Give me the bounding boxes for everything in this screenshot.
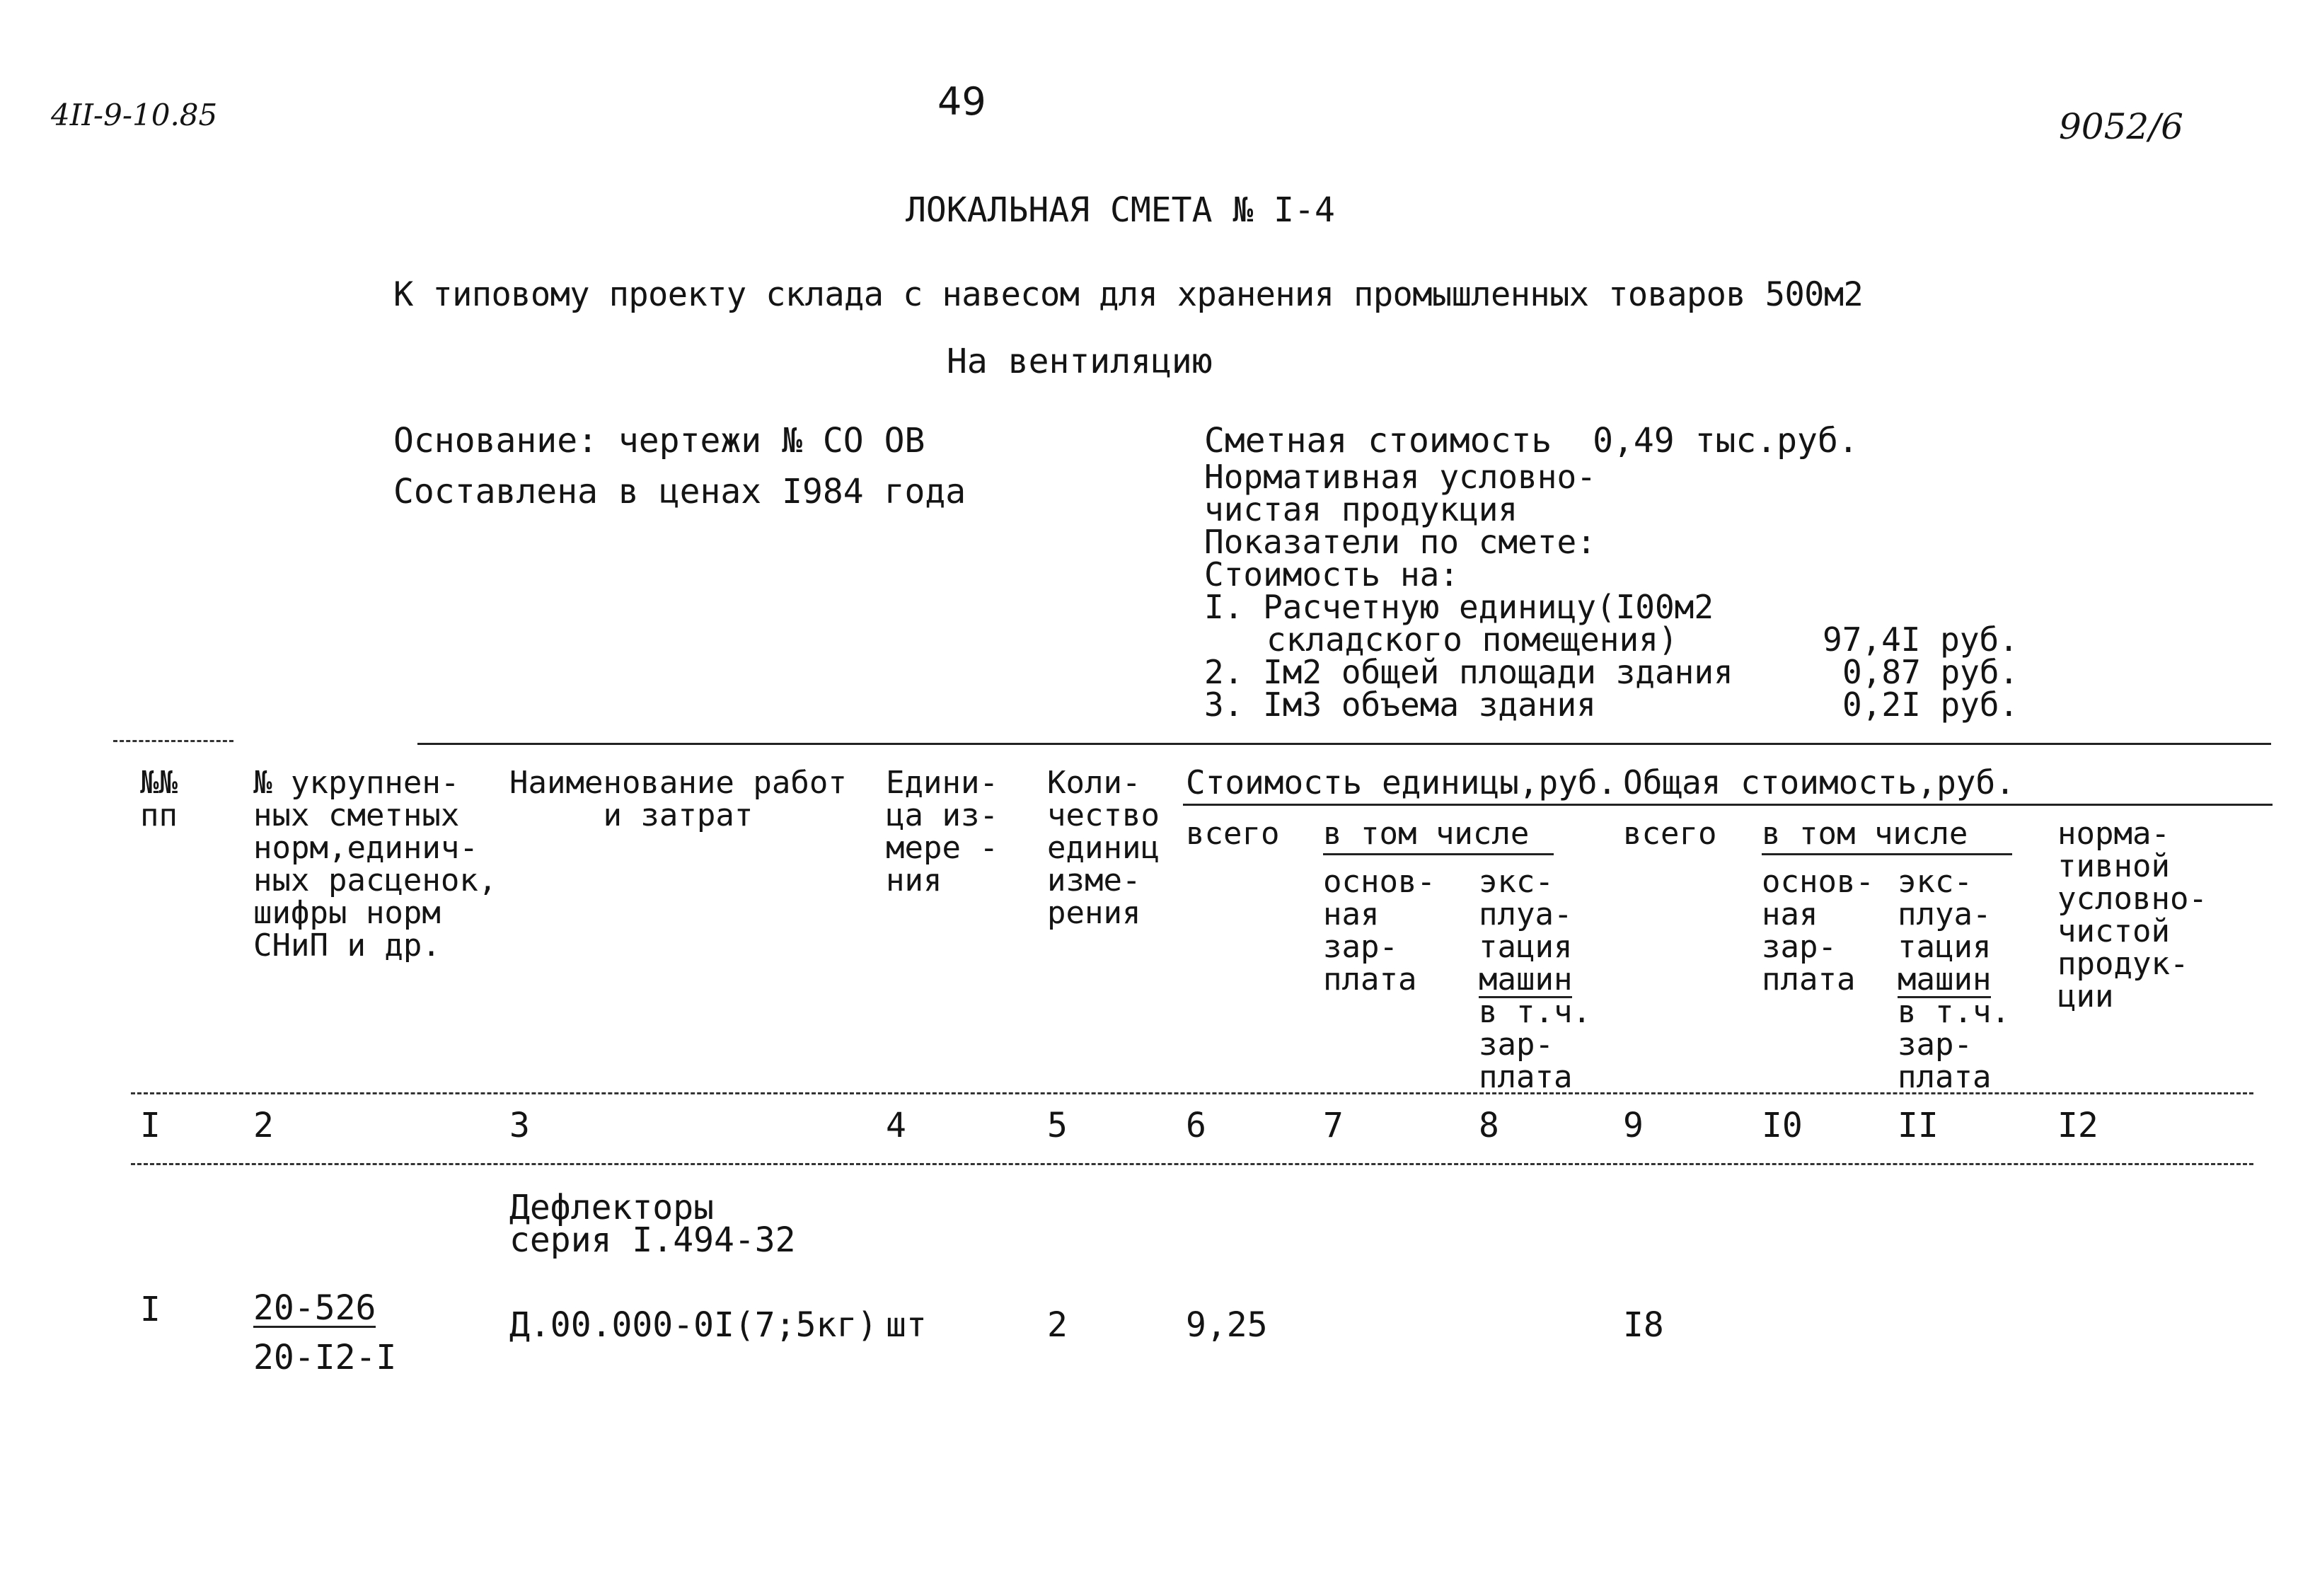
row-work-name: Д.00.000-0I(7;5кг): [509, 1305, 878, 1345]
estimated-cost: Сметная стоимость 0,49 тыс.руб.: [1204, 421, 1859, 461]
cost-group-rule: [1183, 804, 2273, 806]
archive-number: 9052/6: [2059, 106, 2183, 147]
total-machine-salary-header: в т.ч. зар- плата: [1898, 994, 2010, 1095]
indicators-label: Показатели по смете:: [1204, 523, 1596, 561]
indicator-3-label: 3. Iм3 объема здания: [1204, 686, 1596, 724]
unit-total-header: всего: [1186, 816, 1280, 852]
column-number: 5: [1047, 1106, 1068, 1145]
total-including-header: в том числе: [1762, 816, 1968, 852]
total-subgroup-rule: [1762, 853, 2012, 855]
indicator-1-label: I. Расчетную единицу(I00м2: [1204, 588, 1714, 626]
normative-output-label-1: Нормативная условно-: [1204, 458, 1596, 496]
col-work-name-header: Наименование работ и затрат: [509, 765, 847, 833]
page-subtitle: К типовому проекту склада с навесом для хранения промышленных товаров 500м2: [393, 275, 1864, 314]
indicator-1-value: 97,4I руб.: [1823, 620, 2019, 659]
row-norm-code: 20-526: [253, 1288, 376, 1328]
unit-machine-salary-header: в т.ч. зар- плата: [1479, 994, 1591, 1095]
col-normative-output-header: норма- тивной условно- чистой продук- ции: [2057, 816, 2207, 1014]
column-number: 6: [1186, 1106, 1206, 1145]
row-unit: шт: [886, 1305, 927, 1345]
column-number: 8: [1479, 1106, 1499, 1145]
basis-drawings: Основание: чертежи № СО ОВ: [393, 421, 925, 461]
column-number: 7: [1323, 1106, 1344, 1145]
column-number: I: [140, 1106, 161, 1145]
basis-prices: Составлена в ценах I984 года: [393, 472, 966, 511]
table-top-rule: [417, 743, 2271, 745]
unit-subgroup-rule: [1323, 853, 1554, 855]
unit-machine-label: машин: [1479, 961, 1573, 998]
indicator-1-label-cont: складского помещения): [1266, 620, 1678, 659]
indicator-2-label: 2. Iм2 общей площади здания: [1204, 653, 1733, 691]
column-number: II: [1898, 1106, 1939, 1145]
row-unit-cost: 9,25: [1186, 1305, 1268, 1345]
section-title: На вентиляцию: [947, 342, 1213, 381]
total-total-header: всего: [1623, 816, 1717, 852]
page-number: 49: [937, 79, 986, 124]
column-number: I0: [1762, 1106, 1803, 1145]
unit-base-salary-header: основ- ная зар- плата: [1323, 864, 1436, 998]
unit-including-header: в том числе: [1323, 816, 1530, 852]
group-title: Дефлекторы серия I.494-32: [509, 1188, 796, 1260]
total-machine-label: машин: [1898, 961, 1992, 998]
numbers-bottom-rule: [131, 1163, 2253, 1165]
cost-per-label: Стоимость на:: [1204, 555, 1460, 594]
unit-cost-group-header: Стоимость единицы,руб.: [1186, 763, 1617, 802]
table-top-rule-left: [113, 740, 233, 742]
normative-output-label-2: чистая продукция: [1204, 490, 1518, 528]
indicator-3-value: 0,2I руб.: [1842, 686, 2019, 724]
col-number-header: №№ пп: [140, 765, 178, 833]
total-machine-op-header: экс- плуа- тация: [1898, 864, 1992, 965]
page-title: ЛОКАЛЬНАЯ СМЕТА № I-4: [906, 190, 1335, 230]
column-number: 4: [886, 1106, 906, 1145]
row-norm-code-sub: 20-I2-I: [253, 1338, 397, 1377]
column-number: 2: [253, 1106, 274, 1145]
unit-machine-op-header: экс- плуа- тация: [1479, 864, 1573, 965]
column-number: 3: [509, 1106, 530, 1145]
column-number: I2: [2057, 1106, 2098, 1145]
row-number: I: [140, 1290, 161, 1329]
total-cost-group-header: Общая стоимость,руб.: [1623, 763, 2015, 802]
document-code: 4II-9-10.85: [51, 98, 218, 132]
col-unit-header: Едини- ца из- мере - ния: [886, 765, 998, 898]
total-base-salary-header: основ- ная зар- плата: [1762, 864, 1874, 998]
col-quantity-header: Коли- чество единиц изме- рения: [1047, 765, 1160, 931]
indicator-2-value: 0,87 руб.: [1842, 653, 2019, 691]
row-quantity: 2: [1047, 1305, 1068, 1345]
column-number: 9: [1623, 1106, 1644, 1145]
col-norm-code-header: № укрупнен- ных сметных норм,единич- ных расценок, шифры норм СНиП и др.: [253, 765, 497, 964]
row-total-cost: I8: [1623, 1305, 1664, 1345]
